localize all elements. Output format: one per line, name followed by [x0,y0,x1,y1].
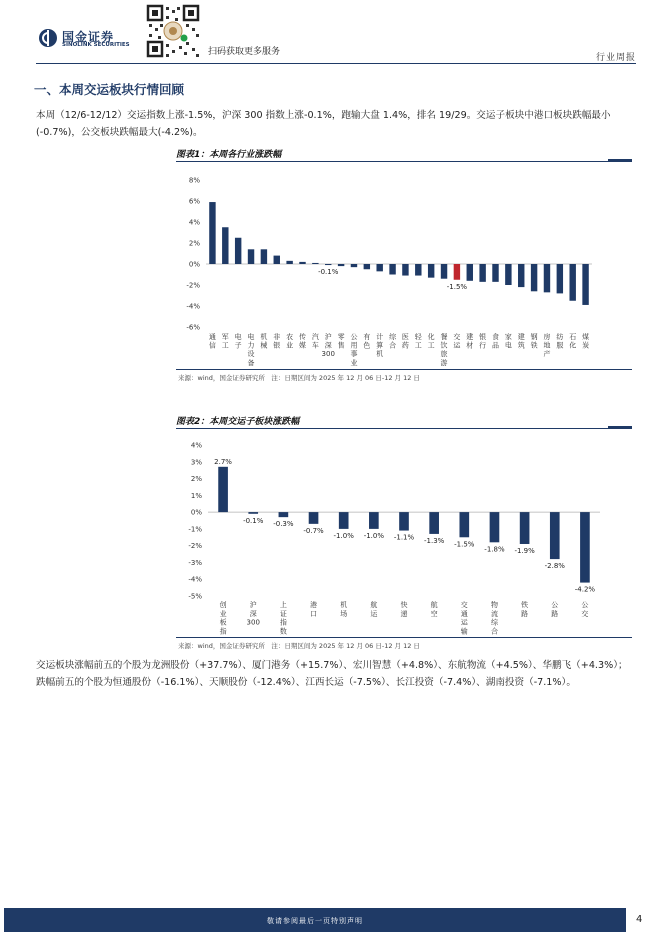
category-label: 电 [234,333,242,341]
data-label: -1.0% [333,531,354,540]
bar [428,264,434,278]
bar [338,264,344,266]
qr-code-icon[interactable] [146,4,200,58]
data-label: -1.3% [423,536,445,545]
category-label: 300 [321,350,335,359]
category-label: 口 [310,609,318,618]
page-number: 4 [636,914,643,925]
report-type-label: 行业周报 [595,53,636,63]
logo-chinese-name: 国金证券 [62,30,115,44]
category-label: 300 [246,618,260,627]
summary-paragraph: 本周（12/6-12/12）交运指数上涨-1.5%，沪深 300 指数上涨-0.1%，跑输大盘 1.4%，排名 19/29。交运子板块中港口板块跌幅最小(-0.7%)，公交板块跌幅最大(-4.2%)。 [36,110,611,138]
bar [402,264,408,276]
bar [209,202,215,264]
category-label: 航 [370,601,378,609]
category-label: 深 [324,341,332,350]
bar [415,264,421,276]
header-divider [36,63,636,64]
category-label: 房 [543,333,551,341]
data-label: -0.1% [318,268,339,277]
category-label: 事 [350,350,358,359]
bar [544,264,550,292]
data-label: -2.8% [544,562,565,571]
category-label: 售 [337,341,345,350]
y-tick-label: -2% [186,281,200,290]
bar [312,263,318,264]
category-label: 建 [466,333,474,341]
category-label: 钢 [530,333,538,341]
category-label: 路 [521,609,529,618]
data-label: -0.7% [303,526,324,535]
category-label: 纺 [556,333,564,341]
category-label: 煤 [582,333,590,341]
category-label: 医 [401,333,409,341]
y-tick-label: 6% [188,197,200,206]
footer-band [4,908,626,932]
category-label: 交 [581,609,589,618]
bar [248,512,258,514]
category-label: 材 [466,341,474,350]
category-label: 航 [430,601,438,609]
data-label: -1.8% [484,545,505,554]
category-label: 地 [543,341,551,350]
data-label: -1.1% [393,533,415,542]
bar [274,256,280,264]
category-label: 行 [479,341,487,350]
category-label: 机 [260,333,268,341]
y-tick-label: 0% [188,260,200,269]
category-label: 综 [490,618,498,627]
category-label: 运 [453,341,461,350]
category-label: 军 [221,333,229,341]
category-label: 筑 [517,341,525,350]
category-label: 炭 [582,341,590,350]
category-label: 设 [247,350,255,359]
bar [531,264,537,291]
bar [441,264,447,279]
category-label: 公 [551,601,559,609]
category-label: 算 [376,341,384,350]
figure2-top-rule [176,428,632,429]
bar [299,262,305,264]
category-label: 指 [279,618,287,627]
bar [569,264,575,301]
category-label: 铁 [530,341,538,350]
footer-disclaimer: 敬请参阅最后一页特别声明 [267,917,363,925]
bar [235,238,241,264]
category-label: 媒 [299,341,306,350]
category-label: 车 [311,341,319,350]
bar [520,512,530,544]
category-label: 通 [208,333,216,341]
scan-for-services-text: 扫码获取更多服务 [208,47,281,57]
bar [309,512,319,524]
company-logo [38,28,128,54]
category-label: 铁 [521,601,529,609]
data-label: -1.9% [514,546,535,555]
page-footer [0,906,662,936]
category-label: 游 [440,358,448,367]
logo-mark-icon [38,28,58,48]
category-label: 业 [219,609,227,618]
data-label: -1.5% [446,282,468,291]
category-label: 传 [299,333,306,341]
category-label: 交 [453,333,461,341]
category-label: 运 [460,618,468,627]
category-label: 非 [273,333,281,341]
category-label: 上 [279,601,287,609]
y-tick-label: -6% [186,323,200,332]
category-label: 交 [460,601,468,609]
category-label: 化 [569,341,577,350]
category-label: 饮 [440,341,448,350]
category-label: 机 [376,350,384,359]
data-label: -1.5% [454,540,475,549]
bar [369,512,379,529]
category-label: 石 [569,333,577,341]
y-tick-label: -5% [188,592,202,601]
figure1-title: 图表1：本周各行业涨跌幅 [176,150,282,160]
category-label: 沪 [249,601,257,609]
bar [364,264,370,269]
bar [218,467,228,512]
category-label: 银 [273,341,281,350]
y-tick-label: 8% [188,176,200,185]
category-label: 品 [492,341,499,350]
figure2-accent-bar [608,426,632,428]
category-label: 家 [504,333,512,341]
page-header [0,0,662,62]
category-label: 证 [279,609,287,618]
figure1-source-note: 来源：wind，国金证券研究所 注：日期区间为 2025 年 12 月 06 日-12 月 12 日 [178,374,420,382]
bar [399,512,409,530]
category-label: 运 [370,609,378,618]
category-label: 公 [581,601,589,609]
y-tick-label: -1% [188,525,202,534]
category-label: 旅 [440,350,448,359]
y-tick-label: 2% [190,475,202,484]
category-label: 创 [219,601,227,609]
bar [376,264,382,271]
figure1-bottom-rule [176,369,632,370]
category-label: 公 [350,333,358,341]
data-label: 2.7% [214,457,232,466]
bar [222,227,228,264]
category-label: 服 [556,341,564,350]
bar [459,512,469,537]
category-label: 械 [260,341,268,350]
category-label: 空 [430,609,438,618]
category-label: 合 [490,627,498,636]
category-label: 有 [363,333,371,341]
bar [325,264,331,265]
category-label: 零 [337,333,345,341]
bar [582,264,588,305]
category-label: 工 [221,341,229,350]
y-tick-label: -4% [186,302,200,311]
category-label: 药 [401,341,409,350]
figure1-top-rule [176,161,632,162]
category-label: 食 [492,333,499,341]
bar [429,512,439,534]
category-label: 产 [543,350,551,359]
bar [518,264,524,287]
category-label: 场 [340,609,348,618]
category-label: 农 [286,333,294,341]
category-label: 计 [376,333,384,341]
category-label: 综 [389,333,397,341]
category-label: 快 [400,601,408,609]
y-tick-label: 1% [190,491,202,500]
top-movers-paragraph: 交运板块涨幅前五的个股为龙洲股份（+37.7%）、厦门港务（+15.7%）、宏川智慧（+4.8%）、东航物流（+4.5%）、华鹏飞（+4.3%）；跌幅前五的个股为恒通股份（-16.1%）、天顺股份（-12.4%）、江西长运（-7.5%）、长江投资（-7.4%）、湖南投资（-7.1%）。 [36,660,628,688]
category-label: 数 [279,627,287,636]
category-label: 板 [219,618,227,627]
category-label: 电 [247,333,255,341]
category-label: 汽 [311,333,319,341]
category-label: 子 [234,341,242,350]
bar [557,264,563,293]
data-label: -0.1% [243,516,264,525]
category-label: 机 [340,601,348,609]
category-label: 电 [504,341,512,350]
figure2-bottom-rule [176,637,632,638]
category-label: 指 [219,627,227,636]
bar [550,512,560,559]
category-label: 用 [350,341,358,350]
bar [580,512,590,582]
category-label: 沪 [324,333,332,341]
bar [479,264,485,282]
bar [454,264,460,280]
category-label: 信 [208,341,216,350]
bar [286,261,292,264]
y-tick-label: 4% [190,441,202,450]
category-label: 物 [490,601,498,609]
y-tick-label: -4% [188,575,202,584]
logo-english-name: SINOLINK SECURITIES [62,42,130,48]
category-label: 银 [479,333,487,341]
category-label: 路 [551,609,559,618]
category-label: 业 [286,341,294,350]
category-label: 业 [350,358,358,367]
y-tick-label: 3% [190,458,202,467]
category-label: 色 [363,341,371,350]
y-tick-label: 0% [190,508,202,517]
section-title: 一、本周交运板块行情回顾 [34,82,185,97]
bar [261,249,267,264]
category-label: 力 [247,341,255,350]
y-tick-label: 4% [188,218,200,227]
category-label: 工 [414,341,422,350]
category-label: 港 [310,601,318,609]
data-label: -0.3% [273,520,294,529]
category-label: 备 [247,358,255,367]
category-label: 工 [427,341,435,350]
category-label: 深 [249,609,257,618]
category-label: 通 [460,609,468,618]
bar [389,264,395,275]
bar [351,264,357,267]
transport-subsector-chart [176,430,632,636]
bar [467,264,473,281]
category-label: 输 [460,627,468,636]
bar [492,264,498,282]
data-label: -4.2% [574,585,596,594]
industry-change-chart [176,163,632,369]
bar [248,249,254,264]
figure2-title: 图表2：本周交运子板块涨跌幅 [176,417,300,427]
category-label: 建 [517,333,525,341]
bar [339,512,349,529]
bar [505,264,511,285]
data-label: -1.0% [363,531,385,540]
y-tick-label: -3% [188,558,202,567]
category-label: 合 [389,341,397,350]
category-label: 轻 [414,333,422,341]
y-tick-label: 2% [188,239,200,248]
category-label: 化 [427,333,435,341]
category-label: 餐 [440,333,448,341]
figure1-accent-bar [608,159,632,161]
bar [279,512,289,517]
y-tick-label: -2% [188,542,202,551]
category-label: 递 [400,609,408,618]
figure2-source-note: 来源：wind，国金证券研究所 注：日期区间为 2025 年 12 月 06 日-12 月 12 日 [178,642,420,650]
category-label: 流 [490,609,498,618]
bar [490,512,500,542]
